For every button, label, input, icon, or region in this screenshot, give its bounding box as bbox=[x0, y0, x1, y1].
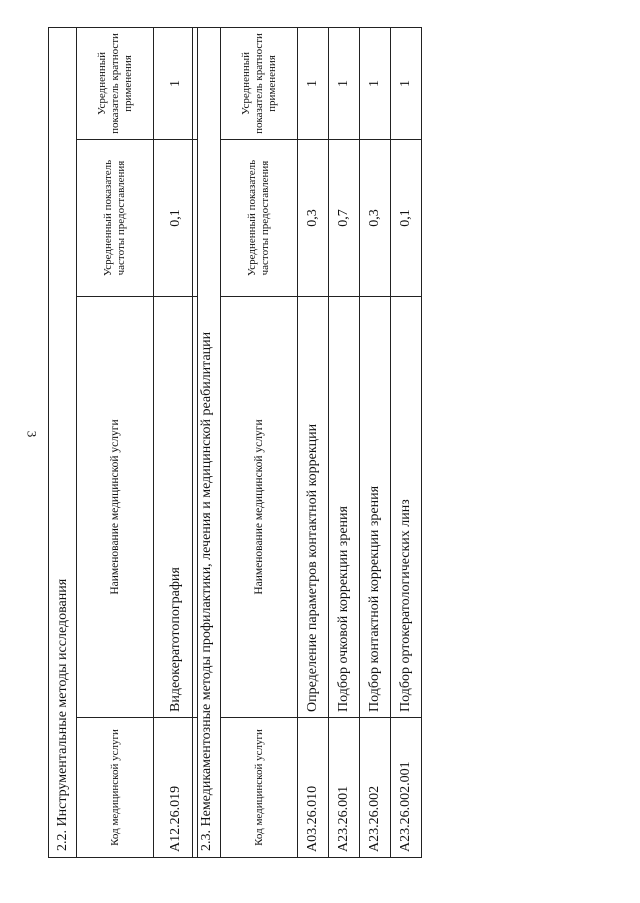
service-code: A12.26.019 bbox=[154, 718, 198, 858]
table-row bbox=[329, 27, 360, 857]
frequency-value: 0,1 bbox=[391, 140, 422, 297]
header-code: Код медицинской услуги bbox=[77, 718, 154, 858]
multiplicity-value: 1 bbox=[360, 27, 391, 139]
frequency-value: 0,3 bbox=[360, 140, 391, 297]
nonpharma-methods-table bbox=[192, 27, 422, 858]
header-frequency: Усредненный показатель частоты предоставления bbox=[77, 140, 154, 297]
page-number: 3 bbox=[24, 430, 40, 438]
multiplicity-value: 1 bbox=[329, 27, 360, 139]
frequency-value: 0,3 bbox=[298, 140, 329, 297]
service-name: Подбор контактной коррекции зрения bbox=[360, 297, 391, 718]
frequency-value: 0,1 bbox=[154, 140, 198, 297]
header-multiplicity: Усредненный показатель кратности применения bbox=[77, 27, 154, 139]
frequency-value: 0,7 bbox=[329, 140, 360, 297]
service-code: A23.26.001 bbox=[329, 718, 360, 858]
multiplicity-value: 1 bbox=[298, 27, 329, 139]
service-code: A23.26.002.001 bbox=[391, 718, 422, 858]
header-code: Код медицинской услуги bbox=[221, 718, 298, 858]
header-name: Наименование медицинской услуги bbox=[221, 297, 298, 718]
service-name: Подбор очковой коррекции зрения bbox=[329, 297, 360, 718]
service-code: A03.26.010 bbox=[298, 718, 329, 858]
header-multiplicity: Усредненный показатель кратности применения bbox=[221, 27, 298, 139]
table-row bbox=[154, 27, 198, 857]
service-name: Видеокератотопография bbox=[154, 297, 198, 718]
table-row bbox=[360, 27, 391, 857]
header-frequency: Усредненный показатель частоты предоставления bbox=[221, 140, 298, 297]
multiplicity-value: 1 bbox=[391, 27, 422, 139]
multiplicity-value: 1 bbox=[154, 27, 198, 139]
rotated-page-content bbox=[48, 28, 588, 858]
instrumental-methods-table bbox=[48, 27, 198, 858]
service-name: Определение параметров контактной коррекции bbox=[298, 297, 329, 718]
service-name: Подбор ортокератологических линз bbox=[391, 297, 422, 718]
service-code: A23.26.002 bbox=[360, 718, 391, 858]
table-row bbox=[298, 27, 329, 857]
table-row bbox=[391, 27, 422, 857]
header-name: Наименование медицинской услуги bbox=[77, 297, 154, 718]
section-title: 2.2. Инструментальные методы исследования bbox=[49, 27, 77, 857]
section-title: 2.3. Немедикаментозные методы профилактики, лечения и медицинской реабилитации bbox=[193, 27, 221, 857]
